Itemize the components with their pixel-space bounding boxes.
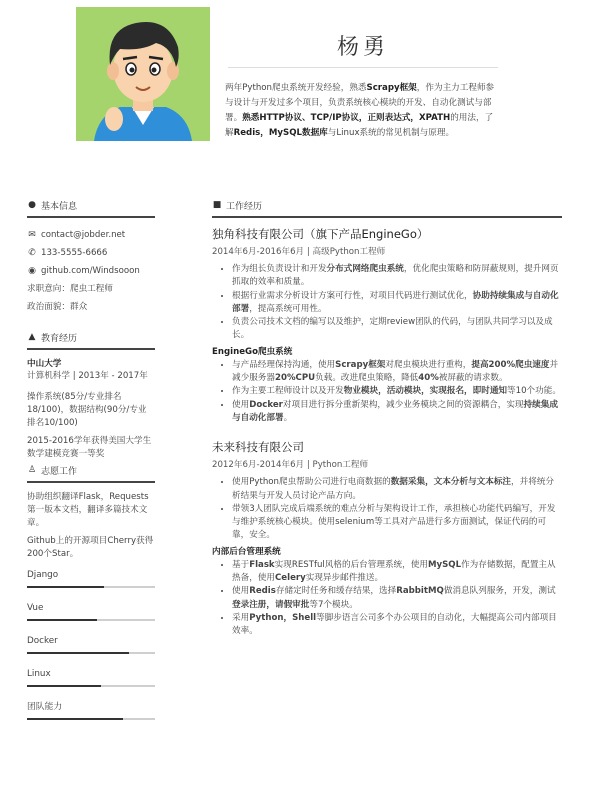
skill-level-fill	[27, 619, 97, 621]
emphasis-text: MySQL	[427, 559, 462, 570]
skill-name: 团队能力	[27, 702, 63, 712]
emphasis-text: 数据采集，文本分析与文本标注	[390, 477, 512, 488]
skill-bar	[27, 586, 155, 588]
emphasis-text: 协助持续集成与自动化部署	[232, 290, 559, 314]
political-status: 政治面貌：群众	[27, 302, 88, 312]
section-divider	[212, 216, 562, 218]
person-name: 杨勇	[336, 35, 389, 60]
work-experience-list	[212, 226, 562, 639]
company-name: 未来科技有限公司	[212, 440, 304, 455]
list-item	[232, 290, 562, 317]
emphasis-text: Redis	[249, 586, 276, 597]
list-item	[232, 559, 562, 586]
company-name: 独角科技有限公司（旗下产品EngineGo）	[212, 227, 429, 241]
job-intention: 求职意向：爬虫工程师	[27, 284, 113, 294]
text-run: 根据行业需求分析设计方案可行性，对项目代码进行测试优化，	[232, 290, 473, 301]
text-run: 与产品经理保持沟通，使用	[232, 359, 336, 370]
text-run: 采用	[232, 612, 250, 623]
list-item	[232, 503, 562, 543]
text-run: 等10个功能。	[507, 386, 561, 397]
text-run: 作为存储数据，配置主从热备，使用	[232, 559, 556, 584]
text-run: 使用	[232, 399, 250, 410]
text-run: 作为主要工程师设计以及开发	[232, 386, 344, 397]
emphasis-text: RabbitMQ	[396, 586, 444, 597]
briefcase-icon: ■	[212, 200, 222, 210]
text-run: 的用法，了解	[225, 113, 494, 138]
text-run: 基于	[232, 559, 250, 570]
skill-name: Vue	[27, 603, 44, 613]
job-period-title: 2012年6月-2014年6月 | Python工程师	[212, 460, 369, 471]
text-run: 两年Python爬虫系统开发经验，熟悉	[225, 83, 367, 93]
section-title-work: ■ 工作经历	[212, 200, 263, 212]
avatar	[76, 7, 210, 141]
section-divider	[27, 348, 155, 350]
text-run: ，作为主力工程师参与设计与开发过多个项目，负责系统核心模块的开发、自动化测试与部署。	[225, 83, 495, 123]
envelope-icon: ✉	[28, 230, 36, 240]
text-run: 与Linux系统的常见机制与原理。	[327, 128, 455, 138]
bullet-list	[212, 559, 562, 639]
list-item	[232, 585, 562, 612]
emphasis-text: 登录注册，请假审批	[232, 599, 310, 610]
bullet-list	[212, 263, 562, 343]
emphasis-text: 提高200%爬虫速度	[471, 359, 550, 370]
right-column	[212, 198, 562, 639]
left-column	[27, 198, 155, 720]
list-item	[232, 399, 562, 426]
skills-list	[27, 569, 155, 720]
text-run: 带领3人团队完成后端系统的难点分析与架构设计工作，承担核心功能代码编写，开发与维护系统核心模块。使用selenium等工具对产品进行多方面测试，保证代码的可靠，安全。	[232, 503, 556, 541]
skill-item	[27, 569, 155, 588]
skill-bar	[27, 685, 155, 687]
emphasis-text: Python，Shell	[249, 612, 317, 623]
graduation-cap-icon: ▲	[28, 332, 36, 342]
text-run: ，优化爬虫策略和防屏蔽规则，提升网页抓取的效率和质量。	[232, 264, 559, 288]
list-item	[232, 612, 562, 639]
avatar-illustration	[76, 7, 210, 141]
list-item	[232, 385, 562, 398]
text-run: 作为组长负责设计和开发	[232, 264, 327, 274]
text-run: 负载。改进爬虫策略，降低	[315, 373, 419, 384]
job-entry	[212, 226, 562, 425]
bullet-list	[212, 476, 562, 542]
info-icon: ●	[28, 200, 36, 210]
project-title: 内部后台管理系统	[212, 546, 281, 557]
summary-paragraph	[225, 81, 500, 141]
text-run: 。	[283, 412, 293, 423]
github-row[interactable]: ◉ github.com/Windsooon	[28, 266, 140, 276]
emphasis-text: Docker	[249, 399, 283, 410]
emphasis-text: 40%	[418, 373, 439, 384]
skill-level-fill	[27, 586, 104, 588]
emphasis-text: Scrapy框架	[335, 359, 386, 370]
person-icon: ♙	[27, 465, 37, 475]
text-run: 做消息队列服务，开发，测试	[443, 586, 556, 597]
skill-bar	[27, 718, 155, 720]
skill-level-fill	[27, 685, 101, 687]
project-title: EngineGo爬虫系统	[212, 346, 293, 357]
section-divider	[27, 216, 155, 218]
text-run: 存储定时任务和缓存结果，选择	[275, 586, 397, 597]
text-run: ，提高系统可用性。	[249, 303, 327, 314]
volunteer-item: 协助组织翻译Flask，Requests第一版本文档，翻译多篇技术文章。	[27, 492, 149, 528]
course-scores: 操作系统(85分/专业排名18/100)，数据结构(90分/专业排名10/100)	[27, 392, 147, 428]
section-divider	[27, 481, 155, 483]
emphasis-text: 物业模块，活动模块，实现报名，即时通知	[343, 386, 508, 397]
emphasis-text: 20%CPU	[274, 373, 316, 384]
text-run: 负责公司技术文档的编写以及维护，定期review团队的代码，与团队共同学习以及成长。	[232, 317, 553, 341]
skill-name: Docker	[27, 636, 58, 646]
emphasis-text: 熟悉HTTP协议、TCP/IP协议，正则表达式，XPATH	[242, 113, 451, 123]
skill-name: Linux	[27, 669, 51, 679]
skill-item	[27, 668, 155, 687]
job-period-title: 2014年6月-2016年6月 | 高级Python工程师	[212, 247, 386, 257]
list-item	[232, 316, 562, 343]
text-run: 被屏蔽的请求数。	[438, 373, 508, 384]
emphasis-text: Redis，MySQL数据库	[233, 128, 328, 138]
name-divider	[228, 67, 498, 68]
list-item	[232, 359, 562, 386]
text-run: 对项目进行拆分重新架构，减少业务模块之间的资源耦合，实现	[282, 399, 524, 410]
text-run: 使用	[232, 586, 250, 597]
email-row[interactable]: ✉ contact@jobder.net	[28, 230, 126, 240]
skill-level-fill	[27, 718, 123, 720]
emphasis-text: 持续集成与自动化部署	[232, 399, 558, 423]
emphasis-text: Scrapy框架	[366, 83, 417, 93]
section-title-volunteer: ♙ 志愿工作	[27, 465, 78, 477]
list-item	[232, 476, 562, 503]
section-title-education: ▲ 教育经历	[28, 332, 78, 344]
text-run: 实现RESTful风格的后台管理系统，使用	[274, 559, 428, 570]
text-run: 使用Python爬虫帮助公司进行电商数据的	[232, 477, 391, 488]
skill-item	[27, 635, 155, 654]
github-icon: ◉	[28, 266, 36, 276]
phone-row[interactable]: ✆ 133-5555-6666	[28, 248, 108, 258]
emphasis-text: 分布式网络爬虫系统	[326, 264, 404, 274]
volunteer-item: Github上的开源项目Cherry获得200个Star。	[27, 536, 154, 559]
award: 2015-2016学年获得美国大学生数学建模竞赛一等奖	[27, 436, 152, 459]
section-title-basic-info: ● 基本信息	[28, 200, 78, 212]
emphasis-text: Flask	[249, 559, 275, 570]
job-entry	[212, 439, 562, 638]
emphasis-text: Celery	[274, 573, 306, 584]
list-item	[232, 263, 562, 290]
bullet-list	[212, 359, 562, 425]
skill-bar	[27, 619, 155, 621]
skill-item	[27, 701, 155, 720]
skill-level-fill	[27, 652, 129, 654]
text-run: 实现异步邮件推送。	[305, 573, 384, 584]
text-run: 对爬虫模块进行重构，	[385, 359, 472, 370]
major-period: 计算机科学 | 2013年 - 2017年	[27, 371, 148, 381]
phone-icon: ✆	[28, 248, 36, 258]
skill-bar	[27, 652, 155, 654]
skill-item	[27, 602, 155, 621]
school-name: 中山大学	[27, 359, 62, 369]
skill-name: Django	[27, 570, 59, 580]
text-run: 等脚步语言公司多个办公项目的自动化，大幅提高公司内部项目效率。	[232, 612, 557, 637]
text-run: 并减少服务器	[232, 359, 559, 384]
text-run: 等7个模块。	[309, 599, 358, 610]
text-run: ，并将统分析结果与开发人员讨论产品方向。	[232, 477, 555, 501]
